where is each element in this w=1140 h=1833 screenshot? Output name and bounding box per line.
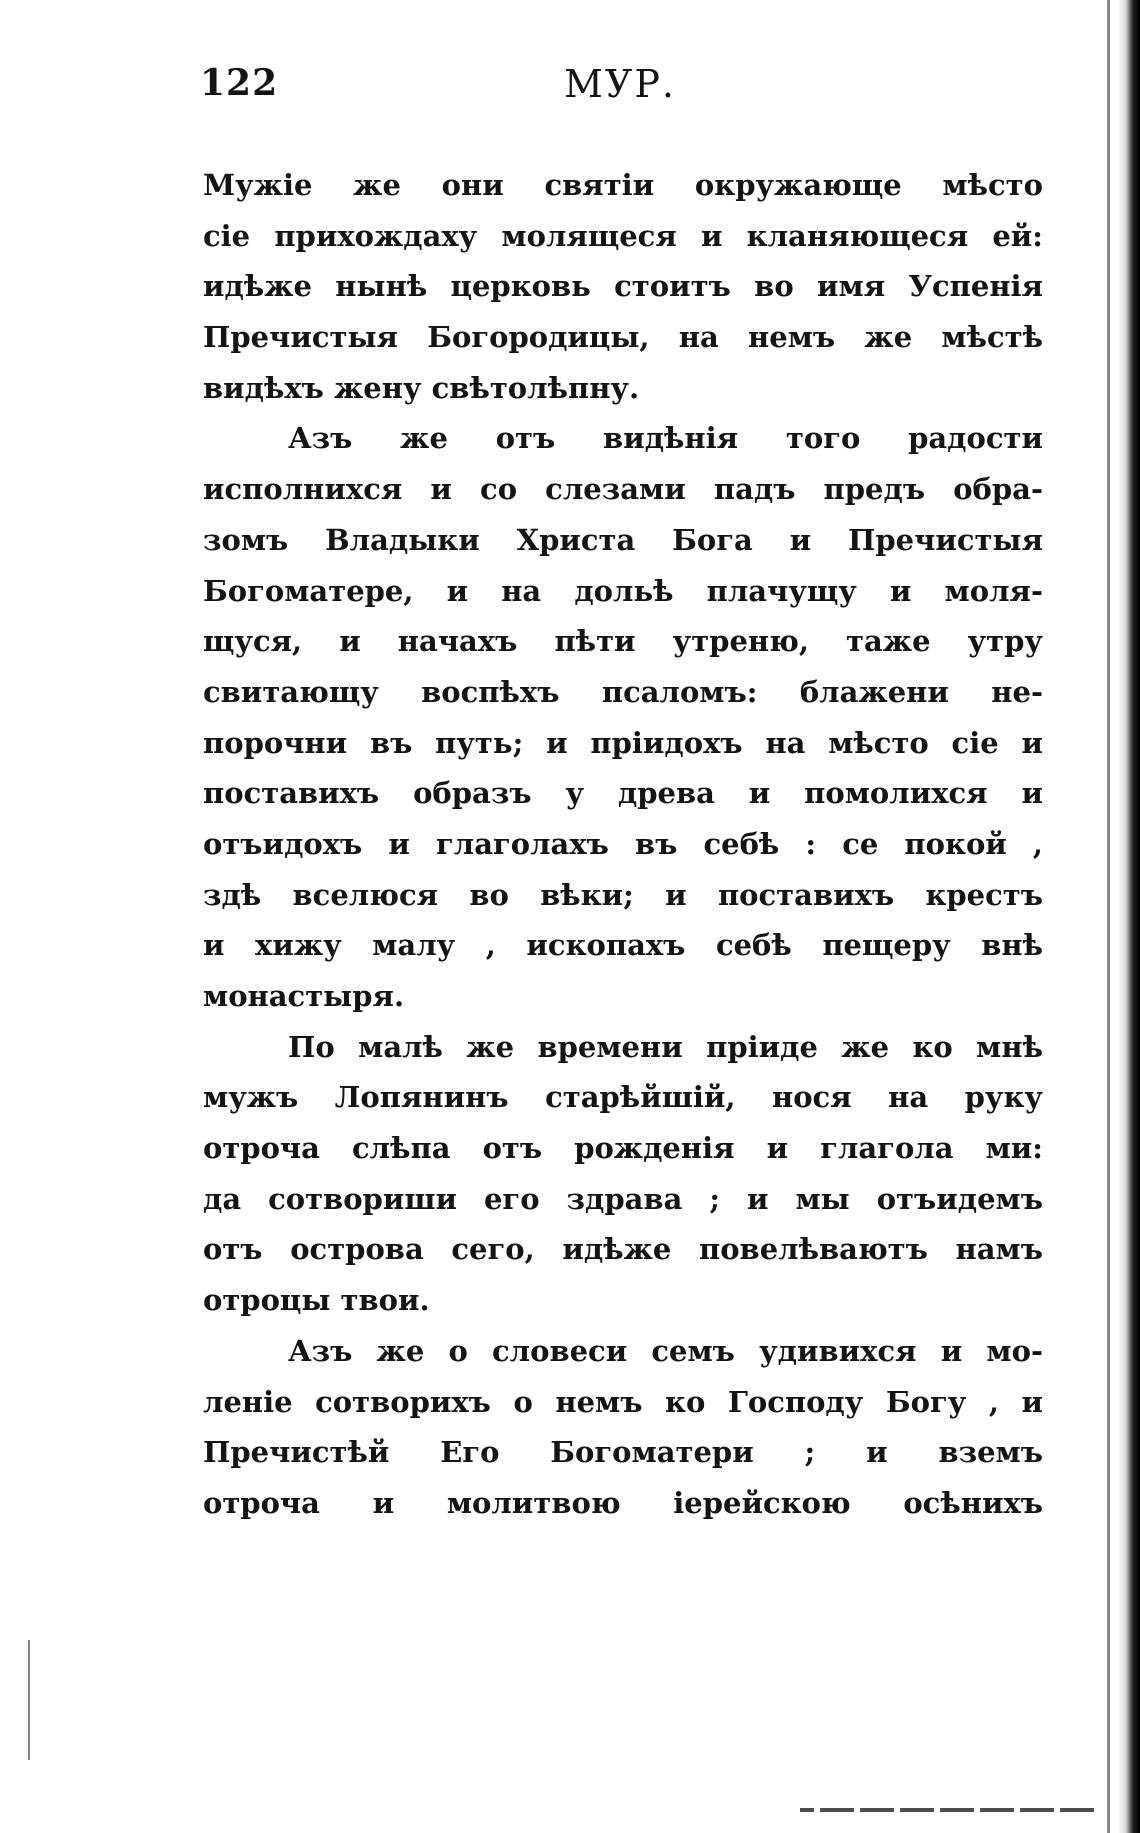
text-line: здѣ вселюся во вѣки; и поставихъ крестъ (203, 877, 1043, 912)
text-line: По малѣ же времени пріиде же ко мнѣ (288, 1029, 1043, 1064)
text-line: Азъ же о словеси семъ удивихся и мо- (288, 1333, 1043, 1368)
text-line: отъ острова сего, идѣже повелѣваютъ намъ (203, 1232, 1043, 1267)
text-line: Азъ же отъ видѣнія того радости (288, 421, 1043, 456)
text-line: да сотвориши его здрава ; и мы отъидемъ (203, 1181, 1043, 1216)
text-line: монастыря. (203, 979, 405, 1013)
paragraph-2 (203, 413, 1043, 1021)
text-line: зомъ Владыки Христа Бога и Пречистыя (203, 522, 1043, 557)
text-line: отроцы твои. (203, 1283, 430, 1318)
scan-bottom-rule (800, 1808, 1100, 1812)
page-number: 122 (200, 62, 279, 104)
text-line: щуся, и начахъ пѣти утреню, таже утру (203, 624, 1043, 659)
text-line: мужъ Лопянинъ старѣйшій, нося на руку (203, 1080, 1043, 1115)
text-line: Пречистыя Богородицы, на немъ же мѣстѣ (203, 320, 1043, 355)
text-line: и хижу малу , ископахъ себѣ пещеру внѣ (203, 928, 1043, 963)
text-line: отъидохъ и глаголахъ въ себѣ : се покой , (203, 826, 1043, 861)
text-line: Мужіе же они святіи окружающе мѣсто (203, 168, 1043, 202)
text-line: отроча и молитвою iерейскою осѣнихъ (203, 1485, 1043, 1520)
binding-shadow-line (1107, 0, 1110, 1833)
text-line: отроча слѣпа отъ рожденія и глагола ми: (203, 1131, 1043, 1166)
paragraph-3 (203, 1022, 1043, 1326)
binding-edge (1118, 0, 1140, 1833)
text-line: исполнихся и со слезами падъ предъ обра- (203, 472, 1043, 507)
text-line: видѣхъ жену свѣтолѣпну. (203, 370, 640, 405)
running-head: МУР. (563, 62, 677, 106)
paragraph-4 (203, 1326, 1043, 1529)
text-line: Пречистѣй Его Богоматери ; и вземъ (203, 1435, 1043, 1470)
text-line: поставихъ образъ у древа и помолихся и (203, 776, 1043, 811)
text-line: сіе прихождаху молящеся и кланяющеся ей: (203, 218, 1043, 253)
text-line: Богоматере, и на дольѣ плачущу и моля- (203, 573, 1043, 608)
body-text (203, 160, 1043, 1529)
text-line: идѣже нынѣ церковь стоитъ во имя Успенія (203, 269, 1043, 304)
text-line: порочни въ путь; и пріидохъ на мѣсто сіе и (203, 725, 1043, 760)
page-header (200, 62, 1040, 122)
text-line: свитающу воспѣхъ псаломъ: блажени не- (203, 674, 1043, 709)
text-line: леніе сотворихъ о немъ ко Господу Богу , и (203, 1384, 1043, 1419)
paragraph-1 (203, 160, 1043, 413)
scan-mark (28, 1640, 30, 1760)
